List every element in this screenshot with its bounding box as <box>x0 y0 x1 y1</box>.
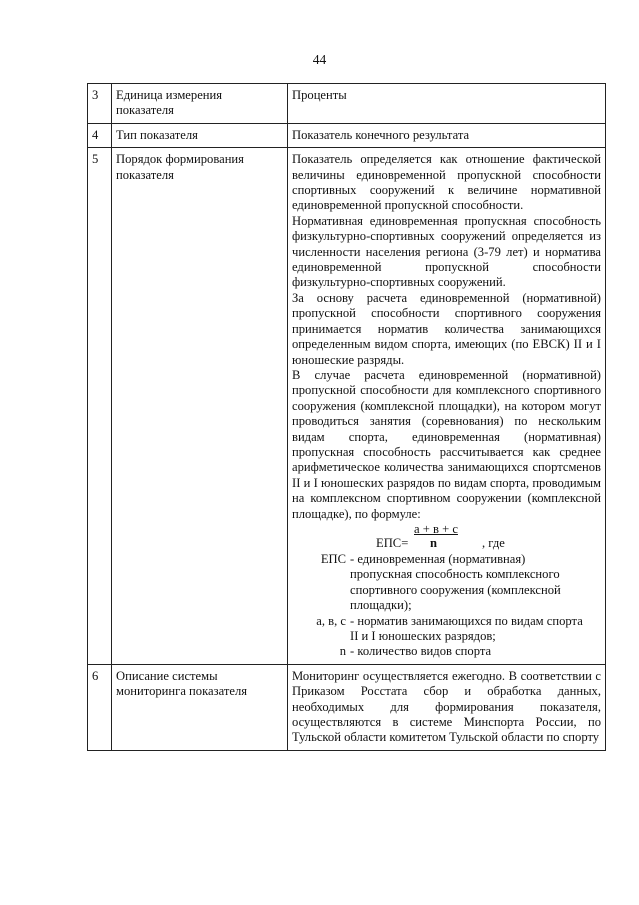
row-value <box>288 148 606 665</box>
row-value: Показатель конечного результата <box>288 123 606 147</box>
row-label: Тип показателя <box>112 123 288 147</box>
table-row <box>88 148 606 665</box>
legend-definition: - единовременная (нормативная) <box>350 551 526 566</box>
paragraph: За основу расчета единовременной (нормативной) пропускной способности спортивного сооружения принимается норматив количества занимающихся определенным видом спорта, имеющих (по ЕВСК) II и I юношеские разряды. <box>292 290 601 367</box>
table-row <box>88 123 606 147</box>
indicator-table <box>87 83 606 751</box>
legend-item <box>292 552 601 567</box>
legend-symbol: n <box>339 644 346 659</box>
legend-definition: - норматив занимающихся по видам спорта <box>350 613 583 628</box>
formula-where: , где <box>482 535 505 550</box>
table-row <box>88 84 606 124</box>
legend-continuation: II и I юношеских разрядов; <box>350 629 496 643</box>
formula-numerator: а + в + с <box>414 521 458 536</box>
row-number: 5 <box>88 148 112 665</box>
paragraph: Нормативная единовременная пропускная способность физкультурно-спортивных сооружений определяется из численности населения региона (3-79 лет) и норматива единовременной пропускной способности физкультурно-спортивных сооружений. <box>292 213 601 290</box>
paragraph: В случае расчета единовременной (нормативной) пропускной способности для комплексного спортивного сооружения (комплексной площадки), на котором могут проводиться занятия (соревнования) по нескольким видам спорта, единовременная (нормативная) пропускная способность рассчитывается как среднее арифметическое количества занимающихся спортсменов II и I юношеских разрядов по видам спорта, проводимым на комплексном спортивном сооружении (комплексной площадке), по формуле: <box>292 367 601 521</box>
row-label: Описание системы мониторинга показателя <box>112 664 288 750</box>
legend-continuation: пропускная способность комплексного <box>350 567 560 582</box>
row-label: Порядок формирования показателя <box>112 148 288 665</box>
legend-continuation: площадки); <box>350 598 412 613</box>
formula-lhs: ЕПС= <box>376 535 409 550</box>
legend-item <box>292 644 601 659</box>
formula-denominator: n <box>430 535 438 550</box>
table-row <box>88 664 606 750</box>
legend-continuation: спортивного сооружения (комплексной <box>350 582 561 597</box>
legend-symbol: а, в, с <box>316 613 346 628</box>
row-number: 4 <box>88 123 112 147</box>
legend-definition: - количество видов спорта <box>350 644 492 659</box>
paragraph: Показатель определяется как отношение фактической величины единовременной пропускной способности спортивных сооружений к величине нормативной единовременной пропускной способности. <box>292 152 601 213</box>
row-value: Мониторинг осуществляется ежегодно. В соответствии с Приказом Росстата сбор и обработка данных, необходимых для формирования показателя, осуществляются в системе Минспорта России, по Тульской области комитетом Тульской области по спорту <box>292 668 601 745</box>
legend-item <box>292 614 601 629</box>
legend-symbol: ЕПС <box>320 551 346 566</box>
row-number: 3 <box>88 84 112 124</box>
formula <box>292 522 601 552</box>
row-number: 6 <box>88 664 112 750</box>
row-value: Проценты <box>288 84 606 124</box>
row-label: Единица измерения показателя <box>112 84 288 124</box>
formula-legend <box>292 552 601 660</box>
page-number: 44 <box>312 52 327 67</box>
